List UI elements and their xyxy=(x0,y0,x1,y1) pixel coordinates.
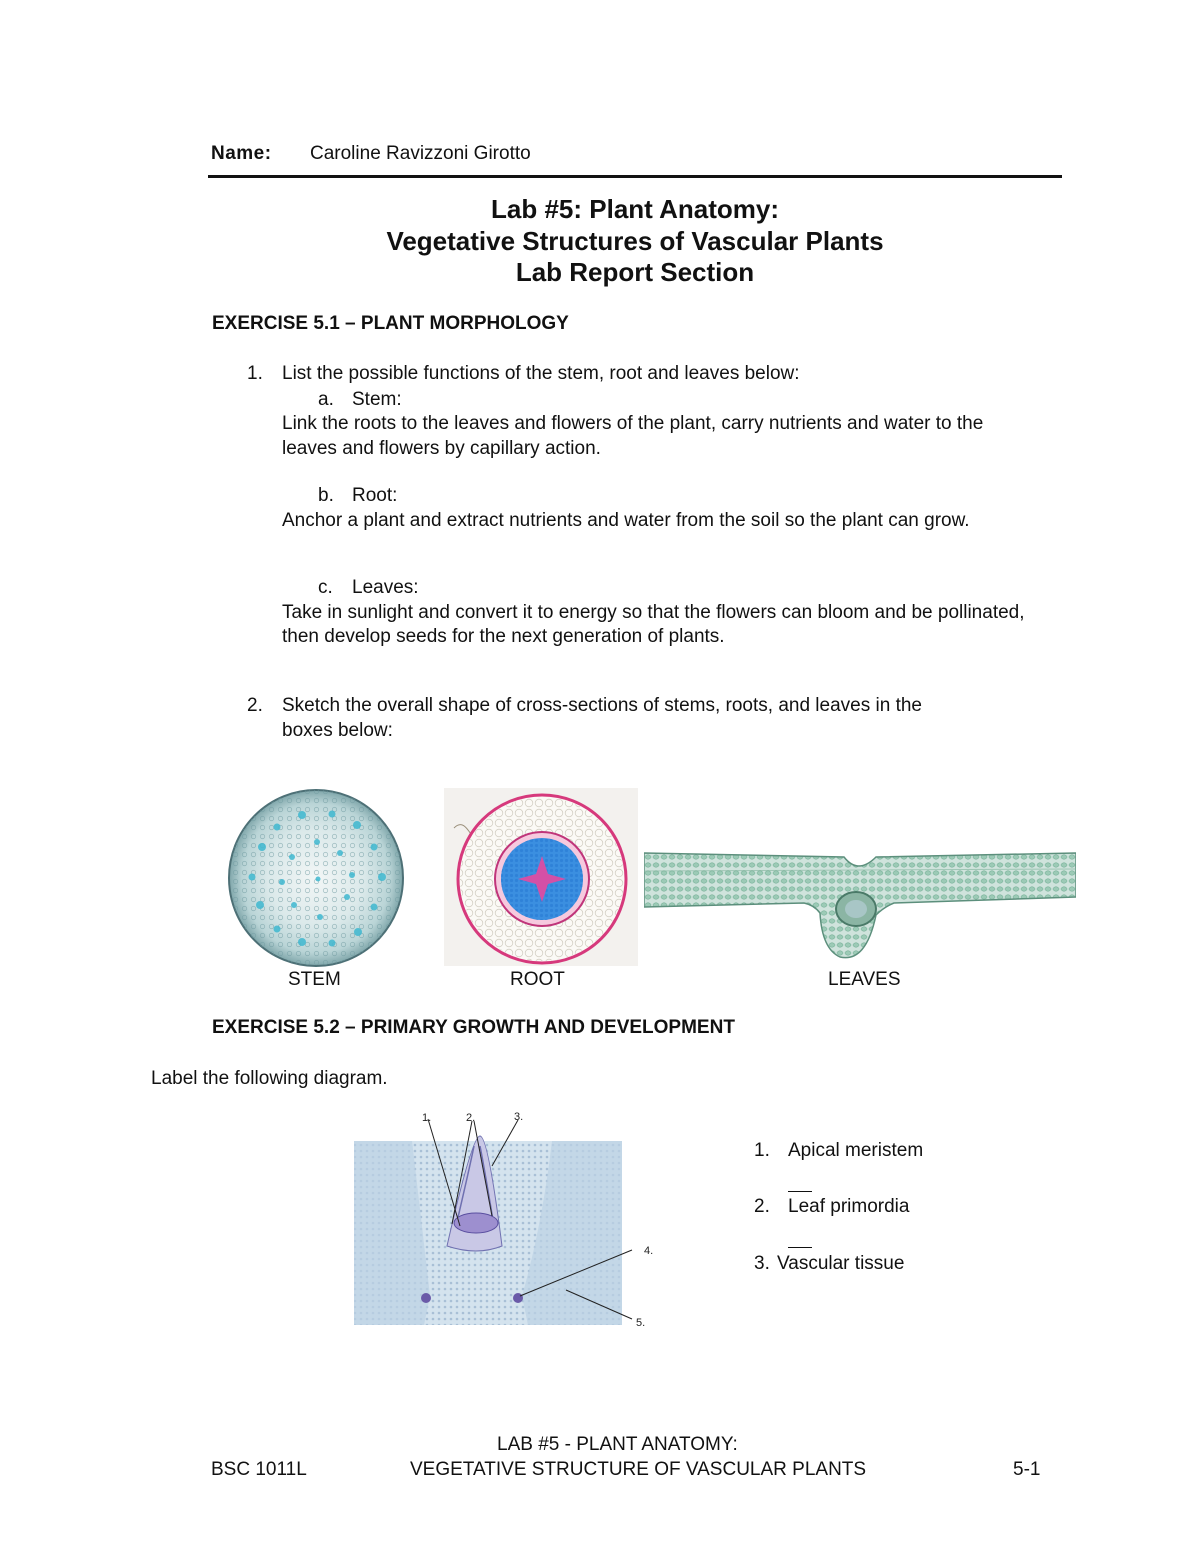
q1c-answer-line2: then develop seeds for the next generation of plants. xyxy=(282,626,725,647)
answer-1-text: Apical meristem xyxy=(788,1140,924,1161)
diagram-label-5: 5. xyxy=(636,1317,646,1329)
exercise-2-heading: EXERCISE 5.2 – PRIMARY GROWTH AND DEVELOPMENT xyxy=(212,1017,735,1038)
student-name: Caroline Ravizzoni Girotto xyxy=(310,143,531,164)
footer-course: BSC 1011L xyxy=(211,1459,307,1480)
answer-3-number: 3. xyxy=(754,1253,770,1274)
footer-title-line1: LAB #5 - PLANT ANATOMY: xyxy=(497,1434,738,1455)
q1b-title: Root: xyxy=(352,485,398,506)
shoot-apex-diagram xyxy=(352,1106,662,1332)
answer-3-underline xyxy=(788,1247,812,1248)
q2-text-line2: boxes below: xyxy=(282,720,393,741)
q1a-title: Stem: xyxy=(352,389,402,410)
q1b-answer: Anchor a plant and extract nutrients and water from the soil so the plant can grow. xyxy=(282,510,970,531)
page-title-line2: Vegetative Structures of Vascular Plants xyxy=(386,226,884,256)
q1-number: 1. xyxy=(247,363,263,384)
q1a-answer-line2: leaves and flowers by capillary action. xyxy=(282,438,601,459)
header-rule xyxy=(208,175,1062,178)
q2-text-line1: Sketch the overall shape of cross-sections of stems, roots, and leaves in the xyxy=(282,695,922,716)
root-caption: ROOT xyxy=(510,969,565,990)
page-title-line1: Lab #5: Plant Anatomy: xyxy=(491,194,779,224)
page-title-line3: Lab Report Section xyxy=(515,257,755,287)
q1c-title: Leaves: xyxy=(352,577,419,598)
q2-number: 2. xyxy=(247,695,263,716)
diagram-label-3: 3. xyxy=(514,1111,524,1123)
q1c-label: c. xyxy=(318,577,333,598)
root-cross-section-image xyxy=(444,788,638,966)
leaves-caption: LEAVES xyxy=(828,969,901,990)
diagram-label-2: 2. xyxy=(466,1112,476,1124)
name-label: Name: xyxy=(211,143,272,164)
footer-title-line2: VEGETATIVE STRUCTURE OF VASCULAR PLANTS xyxy=(410,1459,867,1480)
stem-caption: STEM xyxy=(288,969,341,990)
diagram-instruction: Label the following diagram. xyxy=(151,1068,388,1089)
q1-text: List the possible functions of the stem, root and leaves below: xyxy=(282,363,800,384)
q1c-answer-line1: Take in sunlight and convert it to energy so that the flowers can bloom and be pollinated, xyxy=(282,602,1025,623)
diagram-label-1: 1. xyxy=(422,1112,432,1124)
answer-2-text: Leaf primordia xyxy=(788,1196,910,1217)
q1b-label: b. xyxy=(318,485,334,506)
leaf-cross-section-image xyxy=(644,845,1076,967)
exercise-1-heading: EXERCISE 5.1 – PLANT MORPHOLOGY xyxy=(212,313,569,334)
answer-1-number: 1. xyxy=(754,1140,770,1161)
footer-page-number: 5-1 xyxy=(1013,1459,1041,1480)
answer-3-text: Vascular tissue xyxy=(777,1253,905,1274)
q1a-label: a. xyxy=(318,389,334,410)
diagram-label-4: 4. xyxy=(644,1245,654,1257)
q1a-answer-line1: Link the roots to the leaves and flowers of the plant, carry nutrients and water to the xyxy=(282,413,984,434)
answer-2-underline xyxy=(788,1191,812,1192)
stem-cross-section-image xyxy=(222,787,416,969)
answer-2-number: 2. xyxy=(754,1196,770,1217)
